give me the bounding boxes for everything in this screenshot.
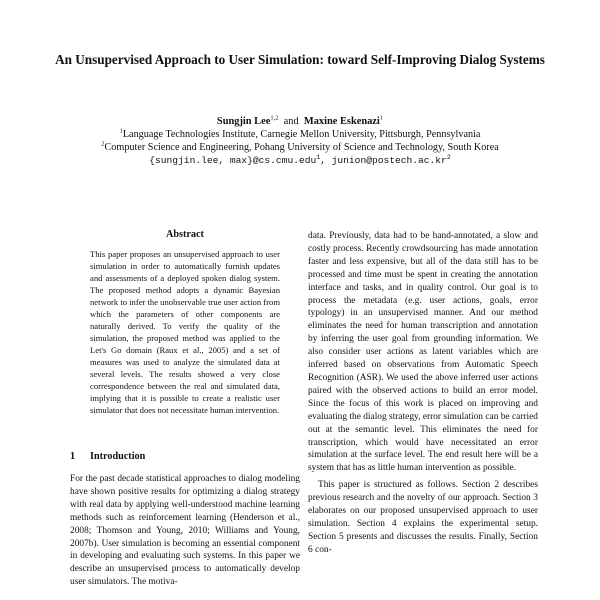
- abstract-heading: Abstract: [166, 229, 204, 240]
- affiliation-2: [40, 142, 560, 153]
- section-heading: [70, 451, 145, 462]
- section-number: 1: [70, 451, 76, 462]
- paragraph: data. Previously, data had to be hand-annotated, a slow and costly process. Recently crowdsourcing has made annotation faster and less expensive, but all of the data still has to be processed and time must be spent in creating the annotation interface and tasks, and in quality control. Our goal is to process the metadata (e.g. user actions, goals, error typology) in an unsupervised manner. And our method eliminates the need for human transcription and annotation by inferring the user goal from grounding information. We also consider user actions as latent variables which are inferred based on observations from Automatic Speech Recognition (ASR). We used the above inferred user actions paired with the observed actions to build an error model. Since the focus of this work is placed on improving and evaluating the dialog strategy, error simulation can be carried out at the semantic level. This eliminates the need for transcription, which would have necessitated an error simulation at the surface level. The end result here will be a system that has as little human intervention as possible.: [308, 231, 538, 474]
- author-emails: [40, 155, 560, 166]
- author-name: Sungjin Lee: [216, 116, 271, 127]
- author-conjunction: and: [283, 116, 299, 127]
- author-name: Maxine Eskenazi: [303, 116, 380, 127]
- affiliation-mark: 2: [101, 140, 105, 148]
- email-mark: 1: [316, 153, 321, 161]
- affiliation-1: [40, 129, 560, 140]
- author-affiliation-mark: 1,2: [270, 114, 279, 122]
- affiliation-text: Computer Science and Engineering, Pohang University of Science and Technology, South Korea: [104, 142, 499, 153]
- affiliation-text: Language Technologies Institute, Carnegie Mellon University, Pittsburgh, Pennsylvania: [122, 129, 481, 140]
- author-affiliation-mark: 1: [379, 114, 384, 122]
- section-title: Introduction: [90, 451, 146, 462]
- paragraph: This paper is structured as follows. Section 2 describes previous research and the novelty of our approach. Section 3 elaborates on our proposed unsupervised approach to user simulation. Section 4 explains the experimental setup. Section 5 presents and discusses the results. Finally, Section 6 con-: [308, 480, 538, 555]
- abstract-body: This paper proposes an unsupervised approach to user simulation in order to automatically furnish updates and assessments of a deployed spoken dialog system. The proposed method adopts a dynamic Bayesian network to infer the unobservable true user action from which the parameters of other components are naturally derived. To verify the quality of the simulation, the proposed method was applied to the Let's Go domain (Raux et al., 2005) and a set of measures was used to analyze the simulated data at several levels. The results showed a very close correspondence between the real and simulated data, implying that it is possible to create a realistic user simulator that does not necessitate human intervention.: [90, 249, 280, 415]
- email-group: {sungjin.lee, max}@cs.cmu.edu: [149, 155, 317, 166]
- email-group: , junion@postech.ac.kr: [320, 155, 447, 166]
- email-mark: 2: [446, 153, 451, 161]
- affiliation-mark: 1: [119, 127, 123, 135]
- introduction-body: For the past decade statistical approaches to dialog modeling have shown positive results for optimizing a dialog strategy with real data by applying well-understood machine learning methods such as reinforcement learning (Henderson et al., 2008; Thomson and Young, 2010; Williams and Young, 2007b). User simulation is becoming an essential component in developing and evaluating such systems. In this paper we describe an unsupervised process to automatically develop user simulators. The motiva-: [70, 474, 300, 588]
- author-line: [40, 116, 560, 127]
- right-column-body: [308, 230, 538, 557]
- paper-title: An Unsupervised Approach to User Simulation: toward Self-Improving Dialog Systems: [55, 52, 545, 67]
